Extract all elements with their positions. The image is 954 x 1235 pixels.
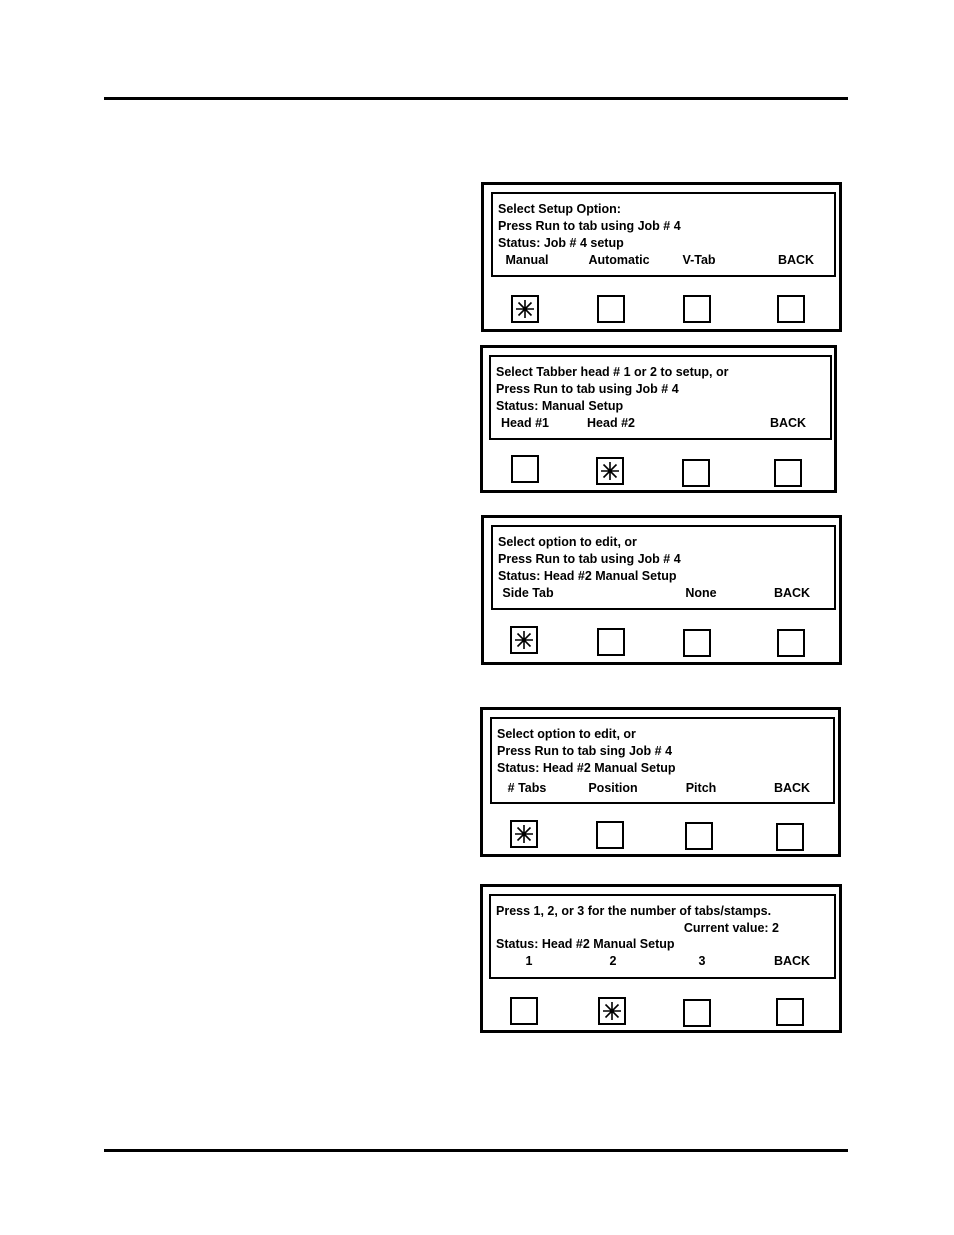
- asterisk-icon: [602, 1001, 622, 1021]
- screen-line-1: Select Tabber head # 1 or 2 to setup, or: [496, 365, 729, 379]
- screen-line-3: Status: Head #2 Manual Setup: [496, 937, 675, 951]
- softkey-label-3: V-Tab: [682, 253, 716, 267]
- screen-line-2: Press Run to tab sing Job # 4: [497, 744, 673, 758]
- softkey-label-3: 3: [698, 954, 706, 968]
- softkey-button-1[interactable]: [510, 820, 538, 848]
- softkey-button-2[interactable]: [597, 628, 625, 656]
- softkey-label-2: Head #2: [587, 416, 635, 430]
- current-value-line: Current value: 2: [683, 921, 779, 935]
- asterisk-icon: [600, 461, 620, 481]
- softkey-label-1: 1: [525, 954, 533, 968]
- softkey-button-3[interactable]: [685, 822, 713, 850]
- asterisk-icon: [515, 299, 535, 319]
- softkey-button-2[interactable]: [596, 457, 624, 485]
- softkey-button-4[interactable]: [774, 459, 802, 487]
- keypad-panel-setup-option: [481, 182, 842, 332]
- softkey-label-1: Manual: [505, 253, 549, 267]
- softkey-button-3[interactable]: [682, 459, 710, 487]
- keypad-panel-tab-count: [480, 884, 842, 1033]
- screen-line-1: Select option to edit, or: [498, 535, 637, 549]
- softkey-button-2[interactable]: [597, 295, 625, 323]
- softkey-button-1[interactable]: [510, 997, 538, 1025]
- softkey-label-4: BACK: [773, 954, 811, 968]
- screen-line-3: Status: Manual Setup: [496, 399, 624, 413]
- softkey-label-1: Side Tab: [502, 586, 554, 600]
- softkey-label-4: BACK: [773, 586, 811, 600]
- screen-line-1: Select option to edit, or: [497, 727, 636, 741]
- softkey-label-2: Automatic: [588, 253, 650, 267]
- keypad-panel-option-edit: [481, 515, 842, 665]
- softkey-label-2: Position: [588, 781, 638, 795]
- lcd-screen: [490, 717, 835, 804]
- softkey-button-3[interactable]: [683, 629, 711, 657]
- softkey-button-3[interactable]: [683, 999, 711, 1027]
- screen-line-3: Status: Head #2 Manual Setup: [498, 569, 677, 583]
- softkey-button-3[interactable]: [683, 295, 711, 323]
- asterisk-icon: [514, 824, 534, 844]
- lcd-screen: [489, 894, 836, 979]
- asterisk-icon: [514, 630, 534, 650]
- softkey-button-1[interactable]: [511, 455, 539, 483]
- softkey-button-1[interactable]: [510, 626, 538, 654]
- softkey-label-4: BACK: [777, 253, 815, 267]
- screen-line-1: Press 1, 2, or 3 for the number of tabs/stamps.: [496, 904, 772, 918]
- softkey-label-2: 2: [609, 954, 617, 968]
- softkey-button-4[interactable]: [776, 823, 804, 851]
- softkey-button-4[interactable]: [776, 998, 804, 1026]
- lcd-screen: [491, 192, 836, 277]
- screen-line-1: Select Setup Option:: [498, 202, 621, 216]
- screen-line-2: Press Run to tab using Job # 4: [498, 552, 681, 566]
- softkey-label-1: Head #1: [501, 416, 549, 430]
- footer-rule: [104, 1149, 848, 1152]
- softkey-label-3: None: [685, 586, 717, 600]
- softkey-button-4[interactable]: [777, 629, 805, 657]
- softkey-label-4: BACK: [769, 416, 807, 430]
- softkey-label-3: Pitch: [685, 781, 717, 795]
- softkey-label-4: BACK: [773, 781, 811, 795]
- keypad-panel-tabber-head: [480, 345, 837, 493]
- softkey-button-2[interactable]: [596, 821, 624, 849]
- screen-line-3: Status: Job # 4 setup: [498, 236, 624, 250]
- softkey-button-4[interactable]: [777, 295, 805, 323]
- screen-line-2: Press Run to tab using Job # 4: [496, 382, 679, 396]
- screen-line-2: Press Run to tab using Job # 4: [498, 219, 681, 233]
- softkey-label-1: # Tabs: [507, 781, 547, 795]
- screen-line-3: Status: Head #2 Manual Setup: [497, 761, 676, 775]
- header-rule: [104, 97, 848, 100]
- softkey-button-1[interactable]: [511, 295, 539, 323]
- lcd-screen: [489, 355, 832, 440]
- lcd-screen: [491, 525, 836, 610]
- softkey-button-2[interactable]: [598, 997, 626, 1025]
- keypad-panel-manual-setup: [480, 707, 841, 857]
